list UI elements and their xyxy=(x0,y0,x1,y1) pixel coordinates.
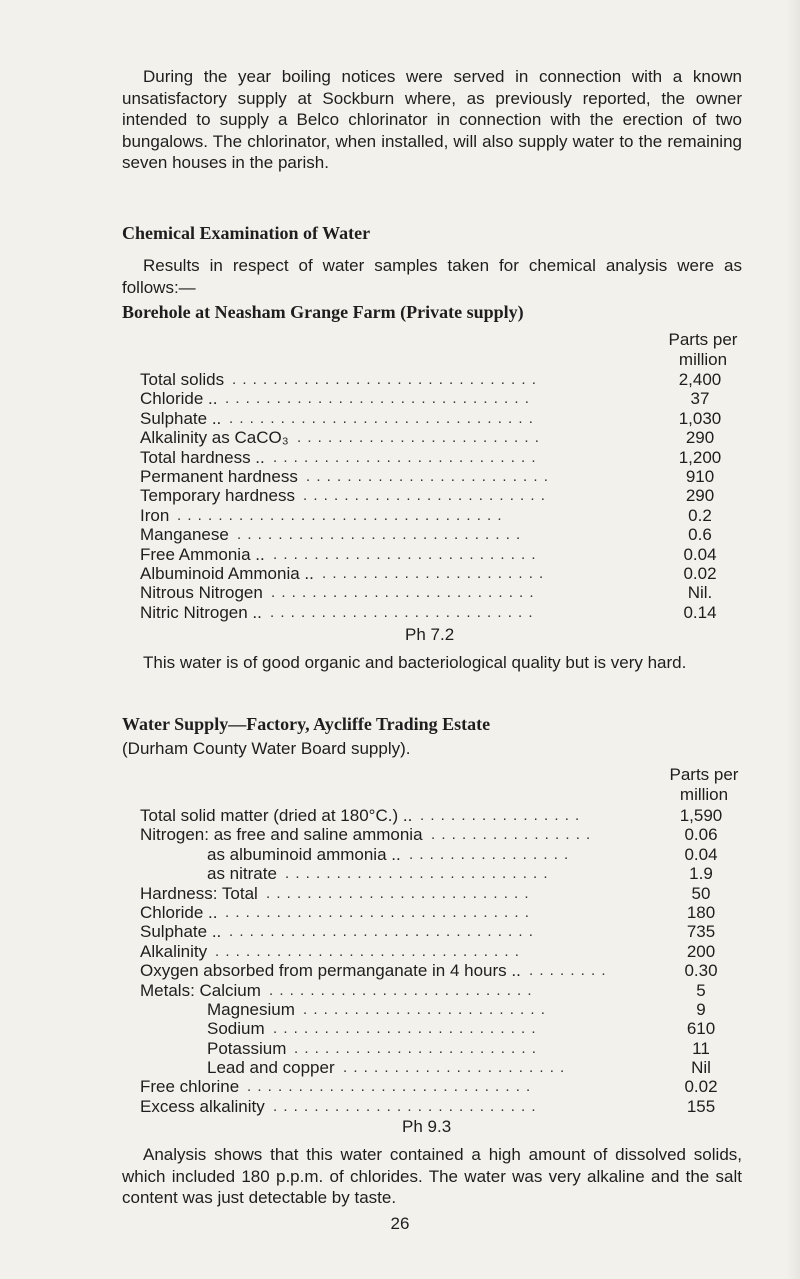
intro-paragraph: During the year boiling notices were served in connection with a known unsatisfactory supply at Sockburn where, as previously reported, the owner intended to supply a Belco chlorinator in connection with the erection of two bungalows. The chlorinator, when installed, will also supply water to the remaining seven houses in the parish. xyxy=(122,67,742,172)
leader-dots: . . . . . . . . . . . . . . . . . . . . . . xyxy=(343,1059,566,1077)
row-value: 200 xyxy=(686,941,716,961)
borehole-unit-label-line1: Parts per xyxy=(668,330,738,349)
row-value: 1,030 xyxy=(678,408,722,428)
leader-dots: . . . . . . . . . . . . . . . . . . . . . . . . xyxy=(306,467,549,485)
row-label: Sulphate .. xyxy=(140,922,222,942)
leader-dots: . . . . . . . . . . . . . . . . . . . . . . . . . . . . . . xyxy=(229,923,534,941)
leader-dots: . . . . . . . . . . . . . . . . . . . . . . . . . . xyxy=(273,1097,537,1115)
row-label: Nitric Nitrogen .. xyxy=(140,602,262,622)
row-value: 0.06 xyxy=(684,825,718,845)
row-value: 290 xyxy=(685,428,715,448)
leader-dots: . . . . . . . . . . . . . . . . . . . . . . . . xyxy=(303,1000,546,1018)
factory-unit-label-line1: Parts per xyxy=(669,765,739,784)
borehole-heading: Borehole at Neasham Grange Farm (Private supply) xyxy=(122,302,524,322)
leader-dots: . . . . . . . . . . . . . . . . . . . . . . . . . . xyxy=(269,981,533,999)
row-label: Iron xyxy=(140,505,170,525)
row-value: 0.02 xyxy=(684,1077,718,1097)
row-value: Nil xyxy=(691,1058,711,1078)
row-label: Metals: Calcium xyxy=(140,980,261,1000)
leader-dots: . . . . . . . . xyxy=(529,962,607,980)
row-label: Magnesium xyxy=(207,999,295,1019)
leader-dots: . . . . . . . . . . . . . . . . . . . . . . . . . . . . xyxy=(237,526,522,544)
leader-dots: . . . . . . . . . . . . . . . . . . . . . . xyxy=(322,564,545,582)
row-value: 0.30 xyxy=(684,961,718,981)
leader-dots: . . . . . . . . . . . . . . . . xyxy=(409,845,570,863)
row-value: 0.04 xyxy=(683,544,717,564)
leader-dots: . . . . . . . . . . . . . . . . . . . . . . . . xyxy=(303,487,546,505)
row-value: Nil. xyxy=(687,583,713,603)
row-label: Total hardness .. xyxy=(140,447,265,467)
row-label: Lead and copper xyxy=(207,1058,335,1078)
leader-dots: . . . . . . . . . . . . . . . . . . . . . . . . . . xyxy=(273,545,537,563)
row-value: 2,400 xyxy=(678,370,722,389)
row-value: 1.9 xyxy=(689,864,713,884)
section-intro-paragraph: Results in respect of water samples taken for chemical analysis were as follows:— xyxy=(122,256,742,297)
leader-dots: . . . . . . . . . . . . . . . . . . . . . . . . . . . . . . xyxy=(225,390,530,408)
page-edge-shadow xyxy=(786,0,800,1279)
row-value: 0.2 xyxy=(688,505,712,525)
row-value: 37 xyxy=(690,389,710,409)
leader-dots: . . . . . . . . . . . . . . . . . . . . . . . . xyxy=(297,429,540,447)
row-value: 180 xyxy=(686,902,716,922)
leader-dots: . . . . . . . . . . . . . . . . . . . . . . . . . . . . . . xyxy=(215,942,520,960)
row-value: 610 xyxy=(686,1019,716,1039)
factory-subheading: (Durham County Water Board supply). xyxy=(122,739,411,758)
row-label: Free chlorine xyxy=(140,1077,240,1097)
row-value: 11 xyxy=(692,1038,710,1058)
row-value: 1,200 xyxy=(678,447,722,467)
row-label: Sulphate .. xyxy=(140,408,222,428)
row-value: 735 xyxy=(686,922,716,942)
row-label: Nitrogen: as free and saline ammonia xyxy=(140,825,423,845)
leader-dots: . . . . . . . . . . . . . . . . . . . . . . . . . . . . . . xyxy=(225,903,530,921)
row-value: 0.02 xyxy=(683,563,717,583)
row-label: Chloride .. xyxy=(140,389,218,409)
leader-dots: . . . . . . . . . . . . . . . . xyxy=(431,826,592,844)
row-label: as nitrate xyxy=(207,864,277,884)
factory-unit-label-line2: million xyxy=(679,785,729,804)
leader-dots: . . . . . . . . . . . . . . . . . . . . . . . . . . . . xyxy=(247,1078,532,1096)
borehole-conclusion: This water is of good organic and bacteriological quality but is very hard. xyxy=(143,653,687,672)
leader-dots: . . . . . . . . . . . . . . . . . . . . . . . . . . . . . . xyxy=(232,371,537,388)
row-value: 155 xyxy=(686,1096,716,1116)
row-label: Permanent hardness xyxy=(140,466,298,486)
row-value: 0.14 xyxy=(683,602,717,622)
row-value: 1,590 xyxy=(679,806,723,825)
leader-dots: . . . . . . . . . . . . . . . . . . . . . . . . . . xyxy=(273,448,537,466)
leader-dots: . . . . . . . . . . . . . . . . . . . . . . . . . . xyxy=(266,884,530,902)
row-label: Free Ammonia .. xyxy=(140,544,265,564)
row-label: Nitrous Nitrogen xyxy=(140,583,263,603)
page-number: 26 xyxy=(390,1214,410,1233)
section-heading: Chemical Examination of Water xyxy=(122,223,371,243)
row-label: as albuminoid ammonia .. xyxy=(207,844,401,864)
leader-dots: . . . . . . . . . . . . . . . . . . . . . . . . . . xyxy=(273,1020,537,1038)
row-label: Oxygen absorbed from permanganate in 4 hours .. xyxy=(140,961,521,981)
row-label: Temporary hardness xyxy=(140,486,295,506)
leader-dots: . . . . . . . . . . . . . . . . . . . . . . . . . . . . . . xyxy=(229,409,534,427)
row-label: Sodium xyxy=(207,1019,265,1039)
row-label: Alkalinity as CaCO₃ xyxy=(140,428,289,448)
row-value: 9 xyxy=(696,999,706,1019)
leader-dots: . . . . . . . . . . . . . . . . . . . . . . . . . . . . . . . . xyxy=(177,506,503,524)
row-label: Potassium xyxy=(207,1038,287,1058)
row-value: 5 xyxy=(696,980,706,1000)
row-label: Manganese xyxy=(140,525,229,545)
leader-dots: . . . . . . . . . . . . . . . . . . . . . . . . xyxy=(294,1039,537,1057)
row-value: 0.6 xyxy=(688,525,712,545)
row-value: 910 xyxy=(685,466,715,486)
leader-dots: . . . . . . . . . . . . . . . . . . . . . . . . . . xyxy=(285,865,549,883)
row-label: Chloride .. xyxy=(140,902,218,922)
factory-conclusion: Analysis shows that this water contained a high amount of dissolved solids, which included 180 p.p.m. of chlorides. The water was very alkaline and the salt content was just detectable by taste. xyxy=(122,1145,742,1207)
row-label: Total solid matter (dried at 180°C.) .. xyxy=(140,806,413,825)
leader-dots: . . . . . . . . . . . . . . . . . . . . . . . . . . xyxy=(270,603,534,621)
row-value: 290 xyxy=(685,486,715,506)
row-label: Alkalinity xyxy=(140,941,208,961)
row-value: 0.04 xyxy=(684,844,718,864)
row-value: 50 xyxy=(691,883,711,903)
borehole-ph: Ph 7.2 xyxy=(405,625,455,644)
row-label: Total solids xyxy=(140,370,225,389)
factory-ph: Ph 9.3 xyxy=(402,1117,452,1136)
factory-heading: Water Supply—Factory, Aycliffe Trading Estate xyxy=(122,714,491,734)
row-label: Albuminoid Ammonia .. xyxy=(140,563,314,583)
leader-dots: . . . . . . . . . . . . . . . . xyxy=(420,807,581,824)
row-label: Excess alkalinity xyxy=(140,1096,265,1116)
row-label: Hardness: Total xyxy=(140,883,258,903)
borehole-unit-label-line2: million xyxy=(678,350,728,369)
leader-dots: . . . . . . . . . . . . . . . . . . . . . . . . . . xyxy=(271,584,535,602)
